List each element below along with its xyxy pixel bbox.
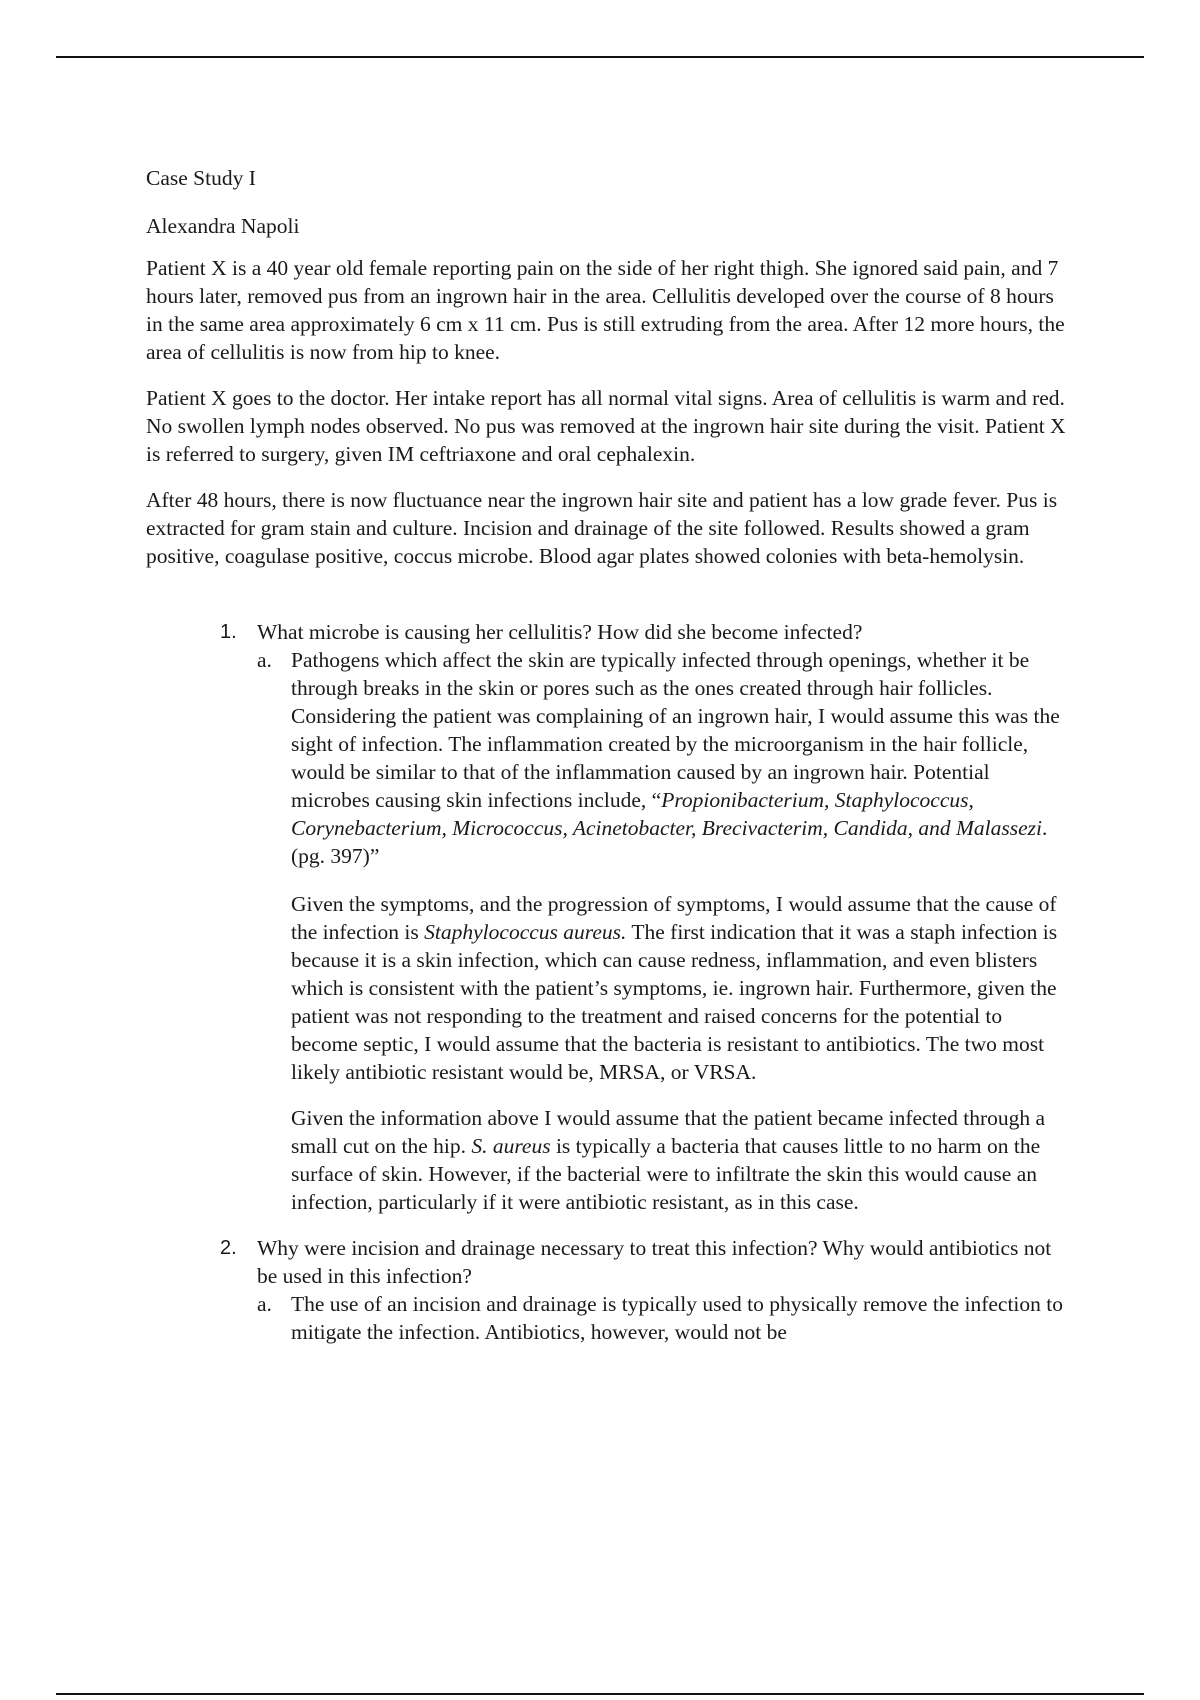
answer-item: [257, 646, 1066, 1216]
answer-paragraph-2: [291, 890, 1066, 1086]
document-title: Case Study I: [146, 166, 256, 190]
answer-text: . (pg. 397)”: [291, 816, 1048, 868]
answer-italic-text: Staphylococcus aureus.: [424, 920, 627, 944]
answer-letter: a.: [257, 648, 272, 672]
answer-text: is typically a bacteria that causes little to no harm on the surface of skin. However, if the bacterial were to infiltrate the skin this would cause an infection, particularly if it were antibiotic resistant, as in this case.: [291, 1134, 1041, 1214]
answer-italic-text: S. aureus: [471, 1134, 551, 1158]
case-paragraph-3: After 48 hours, there is now fluctuance near the ingrown hair site and patient has a low grade fever. Pus is extracted for gram stain and culture. Incision and drainage of the site followed. Results showed a gram positive, coagulase positive, coccus microbe. Blood agar plates showed colonies with beta-hemolysin.: [146, 488, 1058, 568]
answer-text: Pathogens which affect the skin are typically infected through openings, whether it be through breaks in the skin or pores such as the ones created through hair follicles. Considering the patient was complaining of an ingrown hair, I would assume this was the sight of infection. The inflammation created by the microorganism in the hair follicle, would be similar to that of the inflammation caused by an ingrown hair. Potential microbes causing skin infections include, “: [291, 648, 1060, 812]
footer-rule: [56, 1693, 1144, 1695]
question-list: [146, 618, 1066, 1346]
answer-paragraph-1: The use of an incision and drainage is typically used to physically remove the infection to mitigate the infection. Antibiotics, however, would not be: [291, 1292, 1063, 1344]
answer-italic-text: Propionibacterium, Staphylococcus, Corynebacterium, Micrococcus, Acinetobacter, Brecivacterim, Candida, and Malassezi: [291, 788, 1042, 840]
question-text: Why were incision and drainage necessary to treat this infection? Why would antibiotics not be used in this infection?: [257, 1236, 1052, 1288]
case-paragraph-2: Patient X goes to the doctor. Her intake report has all normal vital signs. Area of cellulitis is warm and red. No swollen lymph nodes observed. No pus was removed at the ingrown hair site during the visit. Patient X is referred to surgery, given IM ceftriaxone and oral cephalexin.: [146, 386, 1066, 466]
document-author: Alexandra Napoli: [146, 214, 300, 238]
question-item-2: [146, 1234, 1066, 1346]
document-page: [146, 164, 1066, 1364]
answer-text: Given the information above I would assume that the patient became infected through a small cut on the hip.: [291, 1106, 1046, 1158]
answer-item: [257, 1290, 1066, 1346]
answer-paragraph-1: [291, 646, 1066, 870]
case-paragraph-1: Patient X is a 40 year old female reporting pain on the side of her right thigh. She ignored said pain, and 7 hours later, removed pus from an ingrown hair in the area. Cellulitis developed over the course of 8 hours in the same area approximately 6 cm x 11 cm. Pus is still extruding from the area. After 12 more hours, the area of cellulitis is now from hip to knee.: [146, 256, 1065, 364]
answer-paragraph-3: [291, 1104, 1066, 1216]
header-rule: [56, 56, 1144, 58]
answer-text: Given the symptoms, and the progression of symptoms, I would assume that the cause of the infection is: [291, 892, 1057, 944]
answer-letter: a.: [257, 1292, 272, 1316]
question-text: What microbe is causing her cellulitis? How did she become infected?: [257, 620, 863, 644]
question-number: 1.: [220, 621, 237, 643]
question-item-1: [146, 618, 1066, 1216]
answer-text: The first indication that it was a staph infection is because it is a skin infection, which can cause redness, inflammation, and even blisters which is consistent with the patient’s symptoms, ie. ingrown hair. Furthermore, given the patient was not responding to the treatment and raised concerns for the potential to become septic, I would assume that the bacteria is resistant to antibiotics. The two most likely antibiotic resistant would be, MRSA, or VRSA.: [291, 920, 1058, 1084]
answer-list: [257, 646, 1066, 1216]
question-number: 2.: [220, 1237, 237, 1259]
answer-list: [257, 1290, 1066, 1346]
